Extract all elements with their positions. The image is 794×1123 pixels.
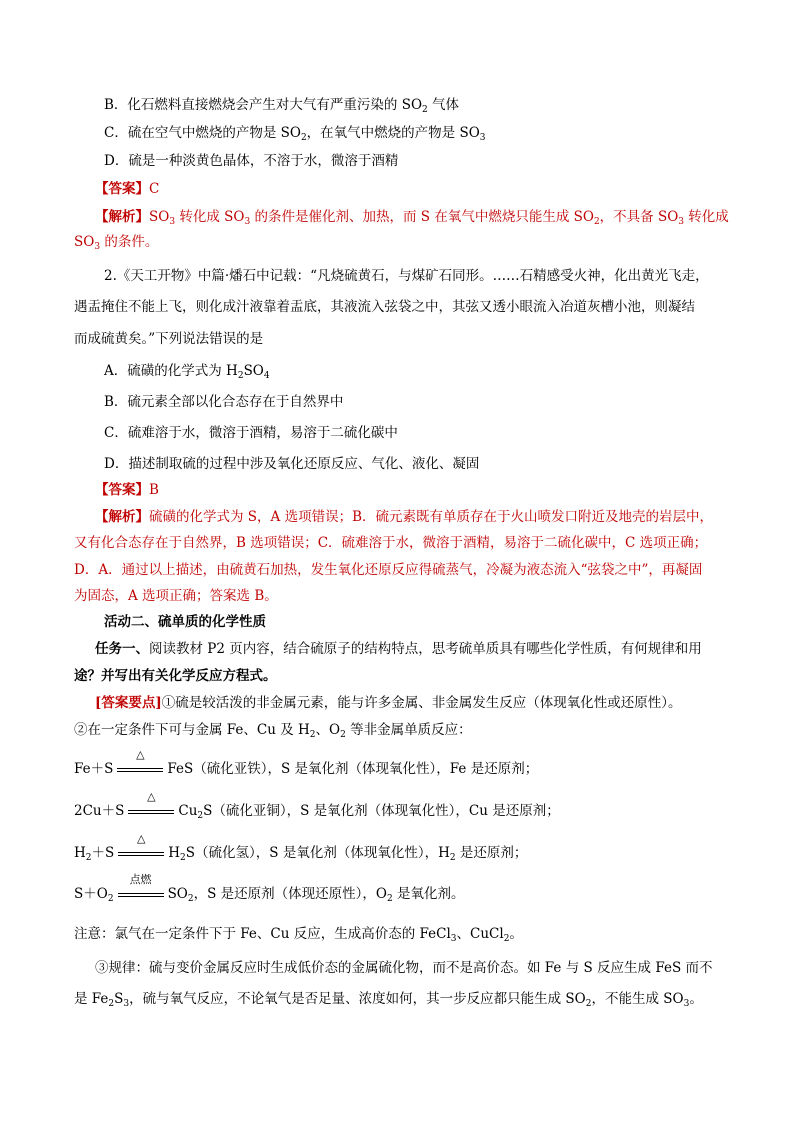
option-d-q2: D．描述制取硫的过程中涉及氧化还原反应、气化、液化、凝固 xyxy=(104,456,480,472)
option-c-q2: C．硫难溶于水，微溶于酒精，易溶于二硫化碳中 xyxy=(104,425,398,441)
subscript: 2 xyxy=(422,105,428,115)
text: 、CuCl xyxy=(456,926,504,942)
explanation-q1-line1 xyxy=(95,208,729,226)
text: ②在一定条件下可与金属 Fe、Cu 及 H xyxy=(74,722,310,738)
subscript: 2 xyxy=(108,999,115,1009)
text: ，S 是还原剂（体现还原性），O xyxy=(193,886,387,902)
text: ①硫是较活泼的非金属元素，能与许多金属、非金属发生反应（体现氧化性或还原性）。 xyxy=(161,695,682,711)
explanation-label: 【解析】 xyxy=(95,209,149,225)
subscript: 3 xyxy=(678,217,685,227)
explanation-q2-line2: 又有化合态存在于自然界，B 选项错误；C．硫难溶于水，微溶于酒精，易溶于二硫化碳中，C 选项正确； xyxy=(74,535,708,551)
subscript: 3 xyxy=(244,217,251,227)
reaction-condition-arrow xyxy=(117,747,163,779)
question-2-line2: 遇盂掩住不能上飞，则化成汁液靠着盂底，其液流入弦袋之中，其弦又透小眼流入冶道灰槽小池，则凝结 xyxy=(74,299,695,315)
answer-q2 xyxy=(95,481,159,499)
subscript: 4 xyxy=(263,371,270,381)
text: ，不具备 SO xyxy=(599,209,679,225)
text: 硫磺的化学式为 S，A 选项错误；B．硫元素既有单质存在于火山喷发口附近及地壳的岩层中， xyxy=(149,509,713,525)
subscript: 2 xyxy=(340,730,346,740)
subscript: 3 xyxy=(450,934,457,944)
text: S＋O xyxy=(74,886,108,902)
text: H xyxy=(168,845,181,861)
subscript: 2 xyxy=(237,371,244,381)
subscript: 3 xyxy=(94,242,101,252)
subscript: 2 xyxy=(585,999,592,1009)
key-points-label: [答案要点] xyxy=(95,695,162,711)
text: ＋S xyxy=(91,845,115,861)
text: SO xyxy=(74,234,95,250)
option-b-q1 xyxy=(104,96,459,114)
subscript: 3 xyxy=(683,999,690,1009)
text: B．化石燃料直接燃烧会产生对大气有严重污染的 SO xyxy=(104,97,423,113)
equation-cu-s xyxy=(74,789,560,821)
explanation-q2-line3: D．A．通过以上描述，由硫黄石加热，发生氧化还原反应得硫蒸气，冷凝为液态流入“弦袋之中”，再凝固 xyxy=(74,562,703,578)
rule-line1: ③规律：硫与变价金属反应时生成低价态的金属硫化物，而不是高价态。如 Fe 与 S 反应生成 FeS 而不 xyxy=(95,960,713,976)
text: 转化成 SO xyxy=(175,209,245,225)
subscript: 2 xyxy=(449,853,456,863)
answer-label: 【答案】 xyxy=(95,482,149,498)
question-2-line1: 2.《天工开物》中篇·燔石中记载：“凡烧硫黄石，与煤矿石同形。……石精感受火神，化出黄光飞走， xyxy=(104,268,709,284)
equation-fe-s xyxy=(74,747,539,779)
key-points-line1 xyxy=(95,694,682,712)
text: 注意：氯气在一定条件下于 Fe、Cu 反应，生成高价态的 FeCl xyxy=(74,926,451,942)
rule-line2 xyxy=(74,990,703,1008)
text: 的条件是催化剂、加热，而 S 在氧气中燃烧只能生成 SO xyxy=(250,209,594,225)
text: 等非金属单质反应： xyxy=(345,722,472,738)
subscript: 2 xyxy=(309,730,316,740)
equation-h2-s xyxy=(74,831,528,863)
equation-s-o2 xyxy=(74,872,465,904)
task-label: 任务一、 xyxy=(95,641,149,657)
text: 是还原剂； xyxy=(455,845,528,861)
text: C．硫在空气中燃烧的产物是 SO xyxy=(104,125,301,141)
reaction-condition-arrow xyxy=(118,831,164,863)
question-2-line3: 而成硫黄矣。”下列说法错误的是 xyxy=(74,331,264,347)
subscript: 2 xyxy=(386,894,393,904)
text: 。 xyxy=(689,991,703,1007)
text: ，硫与氧气反应，不论氧气是否足量、浓度如何，其一步反应都只能生成 SO xyxy=(129,991,586,1007)
activity-2-title: 活动二、硫单质的化学性质 xyxy=(104,614,266,630)
answer-label: 【答案】 xyxy=(95,181,149,197)
text: ，在氧气中燃烧的产物是 SO xyxy=(306,125,480,141)
equation-lhs: Fe＋S xyxy=(74,761,114,777)
text: 是 Fe xyxy=(74,991,109,1007)
equation-lhs: 2Cu＋S xyxy=(74,803,125,819)
reaction-condition-arrow xyxy=(118,872,164,904)
explanation-q2-line4: 为固态，A 选项正确；答案选 B。 xyxy=(74,588,278,604)
subscript: 2 xyxy=(180,853,186,863)
subscript: 2 xyxy=(300,133,307,143)
subscript: 2 xyxy=(187,894,194,904)
condition-label: △ xyxy=(136,747,145,761)
subscript: 2 xyxy=(197,811,204,821)
reaction-condition-arrow xyxy=(128,789,174,821)
text: ，不能生成 SO xyxy=(591,991,684,1007)
explanation-label: 【解析】 xyxy=(95,509,149,525)
text: S（硫化亚铜），S 是氧化剂（体现氧化性），Cu 是还原剂； xyxy=(203,803,560,819)
explanation-q1-line2 xyxy=(74,233,158,251)
text: 的条件。 xyxy=(100,234,159,250)
task-1-line1 xyxy=(95,640,702,658)
text: SO xyxy=(167,886,188,902)
key-points-line2 xyxy=(74,721,472,739)
note-line xyxy=(74,925,523,943)
answer-value: B xyxy=(149,482,159,498)
text: SO xyxy=(149,209,170,225)
subscript: 2 xyxy=(107,894,114,904)
subscript: 2 xyxy=(85,853,92,863)
explanation-q2-line1 xyxy=(95,508,713,526)
text: 气体 xyxy=(427,97,460,113)
condition-label: 点燃 xyxy=(129,872,152,886)
text: 是氧化剂。 xyxy=(392,886,465,902)
subscript: 3 xyxy=(169,217,176,227)
text: S xyxy=(114,991,124,1007)
option-b-q2: B．硫元素全部以化合态存在于自然界中 xyxy=(104,394,344,410)
text: SO xyxy=(243,363,264,379)
equation-rhs: FeS（硫化亚铁），S 是氧化剂（体现氧化性），Fe 是还原剂； xyxy=(167,761,539,777)
option-c-q1 xyxy=(104,124,486,142)
subscript: 2 xyxy=(593,217,600,227)
subscript: 2 xyxy=(503,934,510,944)
answer-value: C xyxy=(149,181,160,197)
text: H xyxy=(74,845,86,861)
text: 、O xyxy=(315,722,341,738)
text: S（硫化氢），S 是氧化剂（体现氧化性），H xyxy=(185,845,450,861)
condition-label: △ xyxy=(137,831,146,845)
text: 阅读教材 P2 页内容，结合硫原子的结构特点，思考硫单质具有哪些化学性质，有何规律和用 xyxy=(149,641,702,657)
subscript: 3 xyxy=(479,133,486,143)
subscript: 3 xyxy=(123,999,130,1009)
text: 转化成 xyxy=(684,209,729,225)
condition-label: △ xyxy=(147,789,156,803)
option-a-q2 xyxy=(104,362,270,380)
answer-q1 xyxy=(95,180,159,198)
text: A．硫磺的化学式为 H xyxy=(104,363,238,379)
text: Cu xyxy=(178,803,198,819)
task-1-line2: 途？并写出有关化学反应方程式。 xyxy=(74,668,277,684)
option-d-q1: D．硫是一种淡黄色晶体，不溶于水，微溶于酒精 xyxy=(104,153,399,169)
text: 。 xyxy=(509,926,523,942)
